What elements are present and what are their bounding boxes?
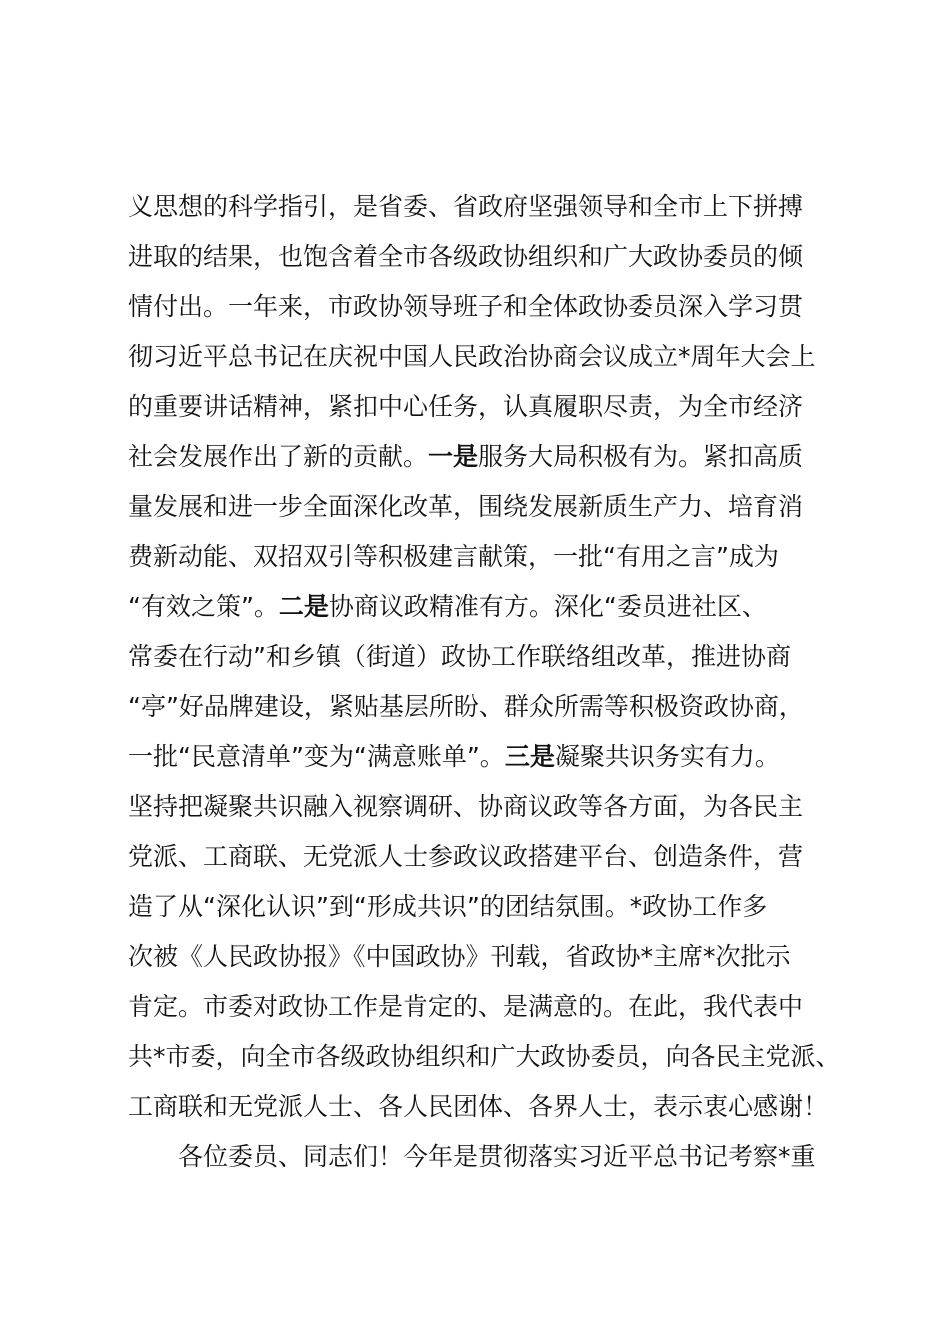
text-run: 凝聚共识务实有力。	[554, 742, 780, 771]
text-run: 一批“民意清单”变为“满意账单”。	[128, 742, 505, 771]
bold-marker: 二是	[278, 592, 329, 621]
text-line	[128, 832, 850, 882]
text-line	[128, 982, 850, 1032]
text-run: 肯定。市委对政协工作是肯定的、是满意的。在此，我代表中	[128, 992, 804, 1021]
text-line	[128, 682, 850, 732]
text-line	[128, 282, 850, 332]
text-run: 坚持把凝聚共识融入视察调研、协商议政等各方面，为各民主	[128, 792, 804, 821]
text-run: 党派、工商联、无党派人士参政议政搭建平台、创造条件，营	[128, 842, 804, 871]
text-run: 彻习近平总书记在庆祝中国人民政治协商会议成立*周年大会上	[128, 342, 816, 371]
text-run: 次被《人民政协报》《中国政协》刊载，省政协*主席*次批示	[128, 942, 791, 971]
body-text	[128, 182, 850, 1182]
text-line	[128, 232, 850, 282]
text-run: 工商联和无党派人士、各人民团体、各界人士，表示衷心感谢！	[128, 1092, 829, 1121]
text-line	[128, 1082, 850, 1132]
text-run: 社会发展作出了新的贡献。	[128, 442, 429, 471]
text-line	[128, 1032, 850, 1082]
text-line	[128, 382, 850, 432]
text-line	[128, 182, 850, 232]
text-run: “有效之策”。	[128, 592, 279, 621]
text-run: 进取的结果，也饱含着全市各级政协组织和广大政协委员的倾	[128, 242, 804, 271]
text-run: 义思想的科学指引，是省委、省政府坚强领导和全市上下拼搏	[128, 192, 804, 221]
text-run: “亭”好品牌建设，紧贴基层所盼、群众所需等积极资政协商，	[128, 692, 804, 721]
text-line	[128, 432, 850, 482]
text-line	[128, 932, 850, 982]
text-run: 情付出。一年来，市政协领导班子和全体政协委员深入学习贯	[128, 292, 804, 321]
text-line	[128, 1132, 850, 1182]
text-line	[128, 532, 850, 582]
text-run: 协商议政精准有方。深化“委员进社区、	[328, 592, 767, 621]
text-run: 量发展和进一步全面深化改革，围绕发展新质生产力、培育消	[128, 492, 804, 521]
text-line	[128, 632, 850, 682]
text-line	[128, 882, 850, 932]
text-run: 服务大局积极有为。紧扣高质	[478, 442, 804, 471]
text-run: 各位委员、同志们！今年是贯彻落实习近平总书记考察*重	[178, 1142, 816, 1171]
text-run: 共*市委，向全市各级政协组织和广大政协委员，向各民主党派、	[128, 1042, 841, 1071]
text-run: 常委在行动”和乡镇（街道）政协工作联络组改革，推进协商	[128, 642, 791, 671]
text-run: 费新动能、双招双引等积极建言献策，一批“有用之言”成为	[128, 542, 779, 571]
text-line	[128, 782, 850, 832]
text-run: 造了从“深化认识”到“形成共识”的团结氛围。*政协工作多	[128, 892, 768, 921]
text-run: 的重要讲话精神，紧扣中心任务，认真履职尽责，为全市经济	[128, 392, 804, 421]
bold-marker: 三是	[504, 742, 555, 771]
text-line	[128, 732, 850, 782]
bold-marker: 一是	[428, 442, 479, 471]
text-line	[128, 582, 850, 632]
text-line	[128, 332, 850, 382]
text-line	[128, 482, 850, 532]
